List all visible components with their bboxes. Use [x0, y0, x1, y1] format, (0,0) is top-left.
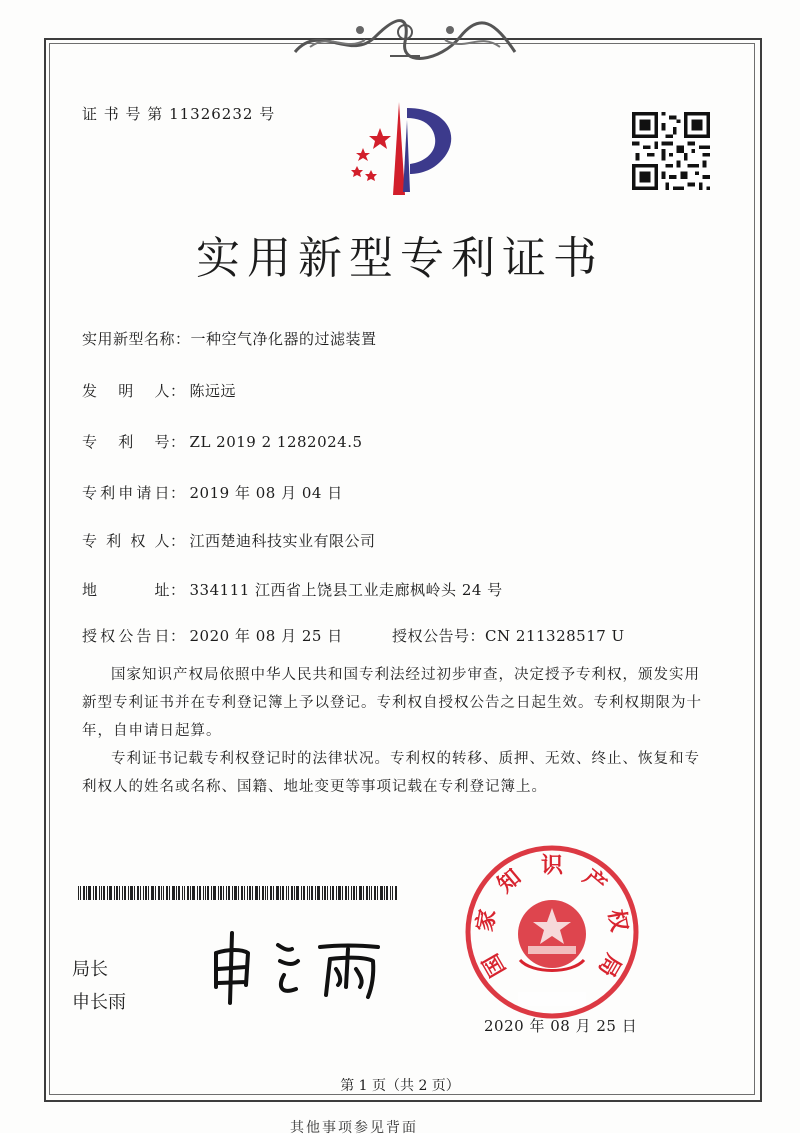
seal-character: 权 — [602, 907, 632, 934]
grant-number-colon: ： — [469, 627, 486, 645]
grant-date-row — [82, 625, 343, 646]
director-name: 申长雨 — [72, 992, 126, 1013]
signature-icon — [208, 925, 388, 1005]
patent-number-row — [82, 431, 363, 452]
filing-date-value: 2019 年 08 月 04 日 — [189, 484, 343, 502]
utility-model-name-value: 一种空气净化器的过滤装置 — [190, 330, 377, 348]
utility-model-name-label: 实用新型名称： — [82, 330, 191, 348]
inventor-colon: ： — [170, 382, 186, 400]
body-paragraph: 专利证书记载专利权登记时的法律状况。专利权的转移、质押、无效、终止、恢复和专利权人的姓名或名称、国籍、地址变更等事项记载在专利登记簿上。 — [82, 751, 700, 795]
utility-model-name-row — [82, 328, 377, 349]
body-paragraph: 国家知识产权局依照中华人民共和国专利法经过初步审查，决定授予专利权，颁发实用新型专利证书并在专利登记簿上予以登记。专利权自授权公告之日起生效。专利权期限为十年，自申请日起算。 — [82, 667, 702, 739]
seal-character: 国 — [478, 949, 512, 981]
barcode-icon — [78, 886, 398, 900]
grant-date-label: 授权公告日 — [82, 627, 170, 645]
certificate-number: 证 书 号 第 11326232 号 — [82, 105, 276, 123]
seal-date: 2020 年 08 月 25 日 — [484, 1017, 638, 1035]
inventor-value: 陈远远 — [189, 382, 237, 400]
page-number: 第 1 页（共 2 页） — [340, 1078, 460, 1094]
grant-date-colon: ： — [170, 627, 186, 645]
bottom-cut-text: 其他事项参见背面 — [290, 1120, 418, 1136]
patent-number-colon: ： — [170, 433, 186, 451]
inner-border — [49, 43, 755, 1095]
director-title: 局长 — [72, 959, 108, 980]
seal-character: 家 — [472, 907, 502, 934]
patentee-colon: ： — [170, 532, 186, 550]
seal-character: 局 — [592, 949, 626, 981]
patent-number-label: 专 利 号 — [82, 433, 170, 451]
patent-number-value: ZL 2019 2 1282024.5 — [189, 433, 363, 451]
grant-number-value: CN 211328517 U — [485, 627, 625, 645]
inventor-label: 发 明 人 — [82, 382, 170, 400]
grant-number-row — [392, 625, 625, 646]
grant-number-label: 授权公告号 — [392, 627, 470, 645]
filing-date-colon: ： — [170, 484, 186, 502]
cnipa-logo-icon — [335, 100, 465, 200]
patentee-value: 江西楚迪科技实业有限公司 — [189, 532, 376, 550]
address-colon: ： — [170, 581, 186, 599]
ornament-icon — [290, 12, 520, 64]
seal-character: 知 — [493, 864, 527, 899]
qr-code-icon — [632, 112, 710, 190]
patentee-label: 专 利 权 人 — [82, 532, 170, 550]
grant-date-value: 2020 年 08 月 25 日 — [189, 627, 343, 645]
address-value: 334111 江西省上饶县工业走廊枫岭头 24 号 — [189, 581, 503, 599]
certificate-title: 实用新型专利证书 — [196, 233, 604, 284]
filing-date-label: 专利申请日 — [82, 484, 170, 502]
seal-character: 识 — [540, 853, 564, 879]
official-seal-icon — [462, 842, 642, 1022]
inventor-row — [82, 380, 236, 401]
filing-date-row — [82, 482, 343, 503]
patentee-row — [82, 530, 376, 551]
address-label: 地 址 — [82, 581, 170, 599]
seal-character: 产 — [577, 864, 611, 899]
address-row — [82, 579, 503, 600]
